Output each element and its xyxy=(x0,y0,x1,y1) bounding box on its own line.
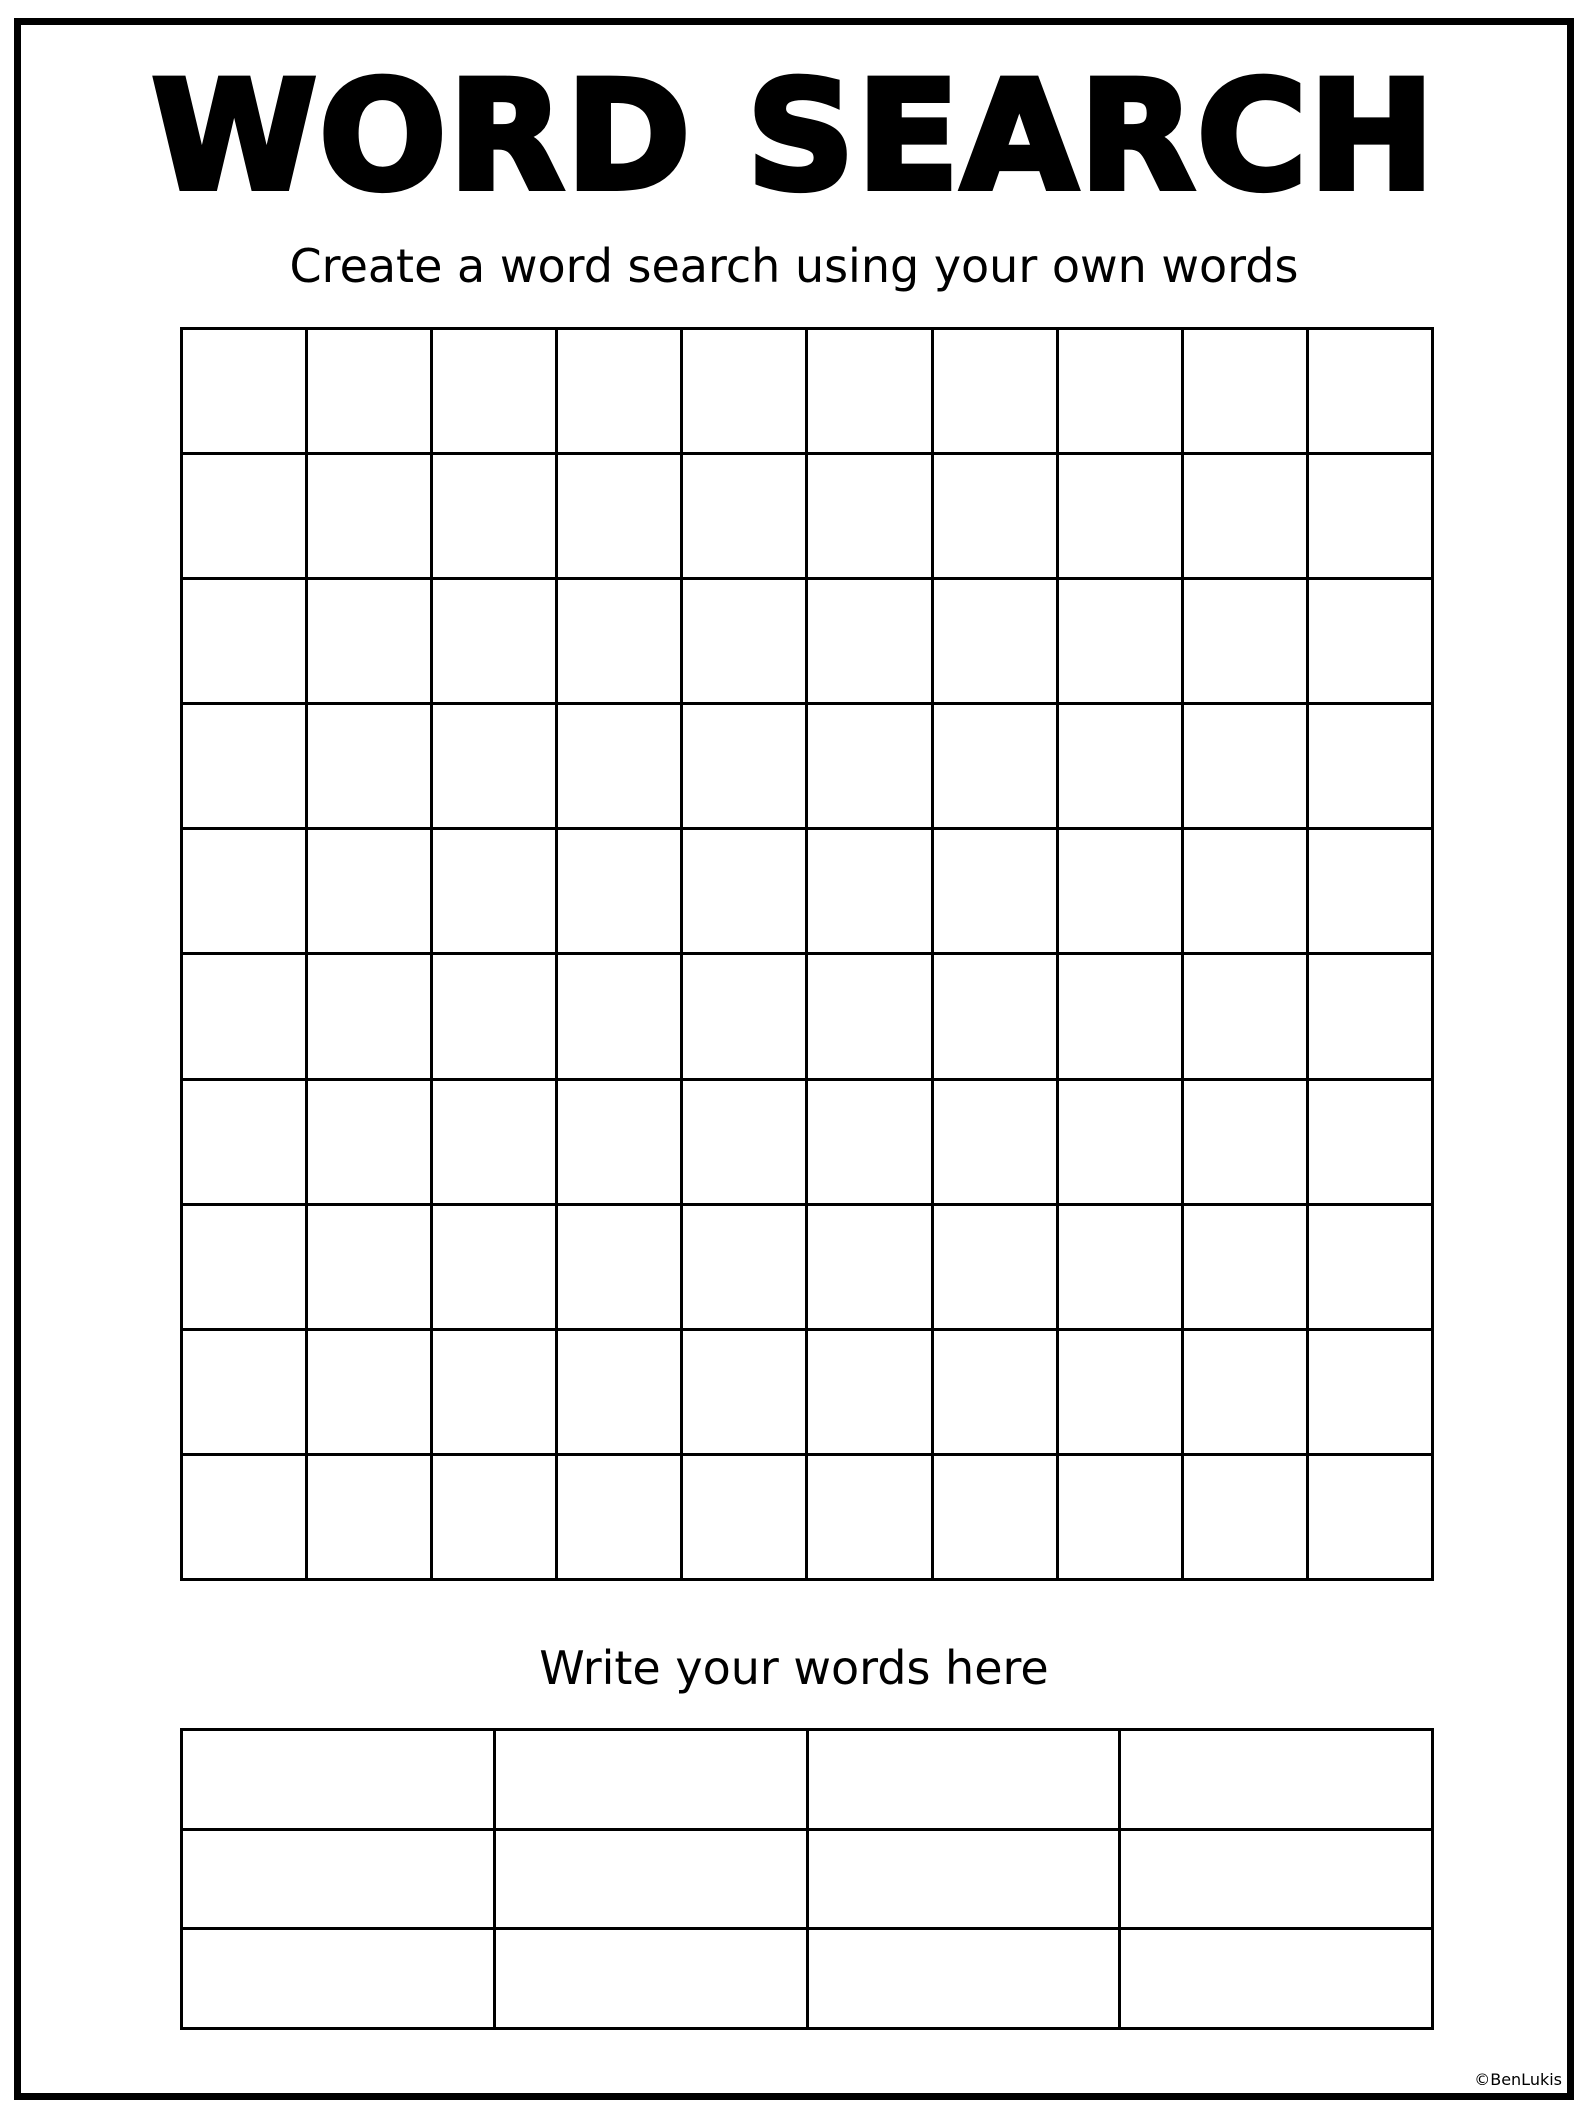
grid-cell[interactable] xyxy=(683,1331,808,1456)
grid-cell[interactable] xyxy=(183,580,308,705)
grid-cell[interactable] xyxy=(558,830,683,955)
grid-cell[interactable] xyxy=(558,1456,683,1581)
grid-cell[interactable] xyxy=(308,1081,433,1206)
word-list-heading: Write your words here xyxy=(539,1641,1049,1695)
grid-cell[interactable] xyxy=(1059,455,1184,580)
grid-cell[interactable] xyxy=(1059,705,1184,830)
grid-cell[interactable] xyxy=(808,830,933,955)
grid-cell[interactable] xyxy=(683,1081,808,1206)
grid-cell[interactable] xyxy=(308,330,433,455)
grid-cell[interactable] xyxy=(183,455,308,580)
word-entry-cell[interactable] xyxy=(183,1731,496,1831)
grid-cell[interactable] xyxy=(308,955,433,1080)
grid-cell[interactable] xyxy=(1309,705,1434,830)
word-entry-cell[interactable] xyxy=(496,1930,809,2030)
grid-cell[interactable] xyxy=(1059,330,1184,455)
grid-cell[interactable] xyxy=(808,1456,933,1581)
grid-cell[interactable] xyxy=(433,1331,558,1456)
grid-cell[interactable] xyxy=(183,705,308,830)
grid-cell[interactable] xyxy=(1059,830,1184,955)
grid-cell[interactable] xyxy=(683,830,808,955)
grid-cell[interactable] xyxy=(558,1331,683,1456)
grid-cell[interactable] xyxy=(1184,455,1309,580)
grid-cell[interactable] xyxy=(808,1081,933,1206)
grid-cell[interactable] xyxy=(308,1331,433,1456)
grid-cell[interactable] xyxy=(1309,580,1434,705)
word-entry-cell[interactable] xyxy=(183,1831,496,1931)
word-list-table xyxy=(180,1728,1434,2030)
grid-cell[interactable] xyxy=(1059,1206,1184,1331)
grid-cell[interactable] xyxy=(1059,955,1184,1080)
grid-cell[interactable] xyxy=(433,830,558,955)
grid-cell[interactable] xyxy=(558,455,683,580)
grid-cell[interactable] xyxy=(934,330,1059,455)
grid-cell[interactable] xyxy=(1309,1081,1434,1206)
grid-cell[interactable] xyxy=(1309,330,1434,455)
grid-cell[interactable] xyxy=(1184,955,1309,1080)
grid-cell[interactable] xyxy=(433,1081,558,1206)
grid-cell[interactable] xyxy=(308,455,433,580)
word-entry-cell[interactable] xyxy=(809,1731,1122,1831)
grid-cell[interactable] xyxy=(433,455,558,580)
grid-cell[interactable] xyxy=(934,830,1059,955)
word-entry-cell[interactable] xyxy=(1121,1930,1434,2030)
grid-cell[interactable] xyxy=(1309,1456,1434,1581)
grid-cell[interactable] xyxy=(808,580,933,705)
grid-cell[interactable] xyxy=(433,330,558,455)
grid-cell[interactable] xyxy=(934,1331,1059,1456)
word-entry-cell[interactable] xyxy=(1121,1831,1434,1931)
word-entry-cell[interactable] xyxy=(809,1930,1122,2030)
grid-cell[interactable] xyxy=(683,330,808,455)
grid-cell[interactable] xyxy=(183,1331,308,1456)
grid-cell[interactable] xyxy=(1184,1331,1309,1456)
grid-cell[interactable] xyxy=(1184,330,1309,455)
grid-cell[interactable] xyxy=(1184,580,1309,705)
grid-cell[interactable] xyxy=(683,1456,808,1581)
grid-cell[interactable] xyxy=(683,705,808,830)
word-entry-cell[interactable] xyxy=(496,1831,809,1931)
grid-cell[interactable] xyxy=(558,1081,683,1206)
grid-cell[interactable] xyxy=(308,830,433,955)
grid-cell[interactable] xyxy=(934,455,1059,580)
grid-cell[interactable] xyxy=(433,955,558,1080)
page-title: WORD SEARCH xyxy=(151,50,1437,224)
grid-cell[interactable] xyxy=(558,705,683,830)
grid-cell[interactable] xyxy=(433,580,558,705)
grid-cell[interactable] xyxy=(1059,1081,1184,1206)
grid-cell[interactable] xyxy=(683,580,808,705)
grid-cell[interactable] xyxy=(1059,580,1184,705)
instructions-text: Create a word search using your own words xyxy=(289,239,1299,293)
grid-cell[interactable] xyxy=(808,1331,933,1456)
grid-cell[interactable] xyxy=(1309,1206,1434,1331)
grid-cell[interactable] xyxy=(1184,705,1309,830)
grid-cell[interactable] xyxy=(808,330,933,455)
grid-cell[interactable] xyxy=(433,1206,558,1331)
grid-cell[interactable] xyxy=(808,455,933,580)
grid-cell[interactable] xyxy=(183,1081,308,1206)
grid-cell[interactable] xyxy=(1059,1331,1184,1456)
grid-cell[interactable] xyxy=(1184,1206,1309,1331)
grid-cell[interactable] xyxy=(683,1206,808,1331)
grid-cell[interactable] xyxy=(558,580,683,705)
grid-cell[interactable] xyxy=(308,580,433,705)
grid-cell[interactable] xyxy=(183,1456,308,1581)
grid-cell[interactable] xyxy=(934,955,1059,1080)
grid-cell[interactable] xyxy=(308,1206,433,1331)
copyright-credit: ©BenLukis xyxy=(1474,2070,1562,2089)
grid-cell[interactable] xyxy=(934,1456,1059,1581)
word-search-grid xyxy=(180,327,1434,1581)
grid-cell[interactable] xyxy=(1309,830,1434,955)
grid-cell[interactable] xyxy=(683,455,808,580)
grid-cell[interactable] xyxy=(934,705,1059,830)
grid-cell[interactable] xyxy=(1184,1456,1309,1581)
word-entry-cell[interactable] xyxy=(1121,1731,1434,1831)
grid-cell[interactable] xyxy=(808,1206,933,1331)
grid-cell[interactable] xyxy=(183,1206,308,1331)
grid-cell[interactable] xyxy=(308,705,433,830)
grid-cell[interactable] xyxy=(558,1206,683,1331)
grid-cell[interactable] xyxy=(558,955,683,1080)
grid-cell[interactable] xyxy=(1059,1456,1184,1581)
grid-cell[interactable] xyxy=(183,330,308,455)
grid-cell[interactable] xyxy=(808,955,933,1080)
grid-cell[interactable] xyxy=(808,705,933,830)
grid-cell[interactable] xyxy=(308,1456,433,1581)
grid-cell[interactable] xyxy=(683,955,808,1080)
grid-cell[interactable] xyxy=(1309,955,1434,1080)
grid-cell[interactable] xyxy=(1309,455,1434,580)
word-entry-cell[interactable] xyxy=(496,1731,809,1831)
grid-cell[interactable] xyxy=(183,955,308,1080)
grid-cell[interactable] xyxy=(433,705,558,830)
word-entry-cell[interactable] xyxy=(809,1831,1122,1931)
grid-cell[interactable] xyxy=(934,1206,1059,1331)
grid-cell[interactable] xyxy=(183,830,308,955)
grid-cell[interactable] xyxy=(934,580,1059,705)
grid-cell[interactable] xyxy=(1184,830,1309,955)
word-entry-cell[interactable] xyxy=(183,1930,496,2030)
grid-cell[interactable] xyxy=(934,1081,1059,1206)
grid-cell[interactable] xyxy=(433,1456,558,1581)
grid-cell[interactable] xyxy=(1184,1081,1309,1206)
grid-cell[interactable] xyxy=(1309,1331,1434,1456)
grid-cell[interactable] xyxy=(558,330,683,455)
